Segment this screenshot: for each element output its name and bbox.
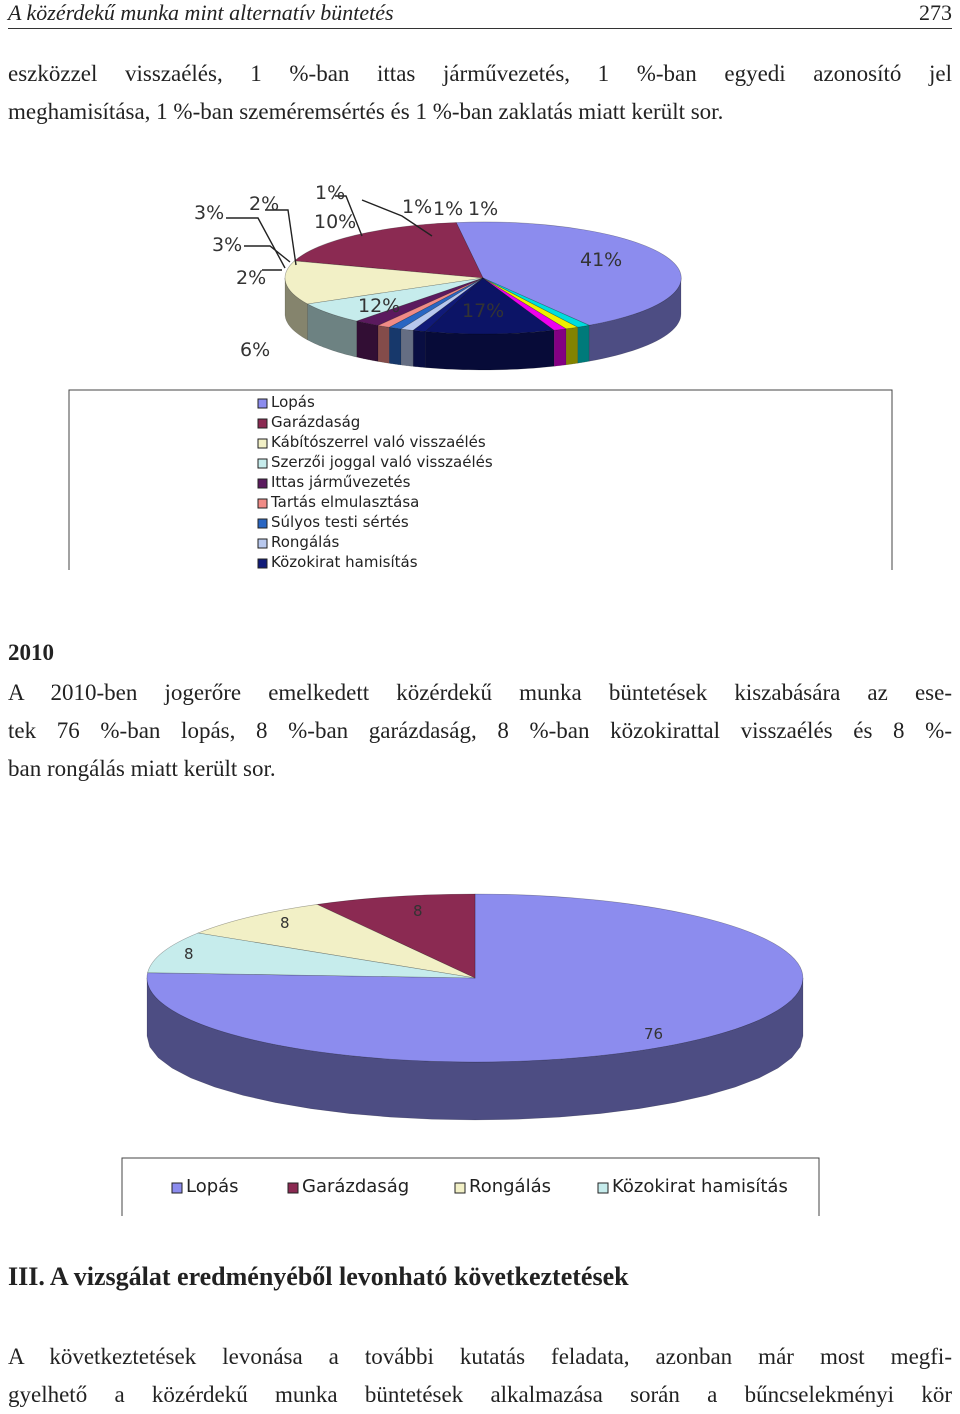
chart1-legend-swatch bbox=[258, 539, 267, 548]
section-heading: III. A vizsgálat eredményéből levonható következtetések bbox=[8, 1262, 629, 1291]
text-line: A 2010-ben jogerőre emelkedett közérdekű munka büntetések kiszabására az ese- bbox=[8, 680, 952, 705]
chart1-leader-line bbox=[244, 246, 290, 262]
chart1-data-label: 12% bbox=[358, 295, 401, 317]
chart1-legend-entry: Ittas járművezetés bbox=[271, 473, 411, 491]
chart1-legend-entry: Tartás elmulasztása bbox=[271, 493, 420, 511]
chart1-slice-side bbox=[401, 329, 413, 366]
text-line: ban rongálás miatt került sor. bbox=[8, 756, 276, 781]
text-line: A következtetések levonása a további kutatás feladata, azonban már most megfi- bbox=[8, 1344, 952, 1369]
chart1-legend-swatch bbox=[258, 399, 267, 408]
chart1-data-label: 1% bbox=[433, 198, 464, 220]
chart1-slice-side bbox=[357, 321, 378, 361]
chart1-slice-side bbox=[389, 327, 401, 365]
chart1-slice-side bbox=[566, 327, 578, 365]
chart1-legend bbox=[69, 390, 892, 571]
chart1-legend-entry: Közokirat hamisítás bbox=[271, 553, 418, 571]
running-header-title: A közérdekű munka mint alternatív büntetés bbox=[8, 0, 394, 25]
chart1-slice-side bbox=[426, 330, 554, 370]
chart1-legend-frame bbox=[69, 390, 892, 570]
chart2-legend-swatch bbox=[288, 1183, 298, 1193]
chart2-data-label: 8 bbox=[184, 945, 194, 963]
chart1-leader-line bbox=[265, 210, 296, 265]
text-line: gyelhető a közérdekű munka büntetések alkalmazása során a bűncselekményi kör bbox=[8, 1382, 952, 1407]
pie-chart-2010 bbox=[147, 894, 803, 1120]
chart2-data-label: 8 bbox=[413, 902, 423, 920]
chart1-data-label: 2% bbox=[236, 267, 267, 289]
chart1-data-label: 1% bbox=[315, 182, 346, 204]
chart1-data-label: 41% bbox=[580, 249, 623, 271]
chart2-legend-swatch bbox=[598, 1183, 608, 1193]
year-heading: 2010 bbox=[8, 640, 54, 665]
text-line: meghamisítása, 1 %-ban szeméremsértés és 1 %-ban zaklatás miatt került sor. bbox=[8, 99, 724, 124]
chart1-data-label: 1% bbox=[402, 196, 433, 218]
chart1-slice-side bbox=[378, 326, 389, 364]
pie-chart-offense-distribution bbox=[194, 182, 681, 370]
text-line: tek 76 %-ban lopás, 8 %-ban garázdaság, 8 %-ban közokirattal visszaélés és 8 %- bbox=[8, 718, 952, 743]
chart2-data-label: 76 bbox=[644, 1025, 664, 1043]
chart2-legend-entry: Rongálás bbox=[469, 1176, 551, 1197]
chart1-legend-entry: Garázdaság bbox=[271, 413, 361, 431]
chart1-data-label: 10% bbox=[314, 211, 357, 233]
chart1-legend-swatch bbox=[258, 419, 267, 428]
chart1-data-label: 17% bbox=[462, 300, 505, 322]
chart1-legend-entry: Súlyos testi sértés bbox=[271, 513, 409, 531]
chart1-slice-side bbox=[578, 325, 589, 363]
chart1-legend-swatch bbox=[258, 479, 267, 488]
chart1-legend-swatch bbox=[258, 459, 267, 468]
chart1-legend-swatch bbox=[258, 559, 267, 568]
chart1-legend-entry: Rongálás bbox=[271, 533, 340, 551]
chart1-legend-entry: Lopás bbox=[271, 393, 315, 411]
text-line: eszközzel visszaélés, 1 %-ban ittas járművezetés, 1 %-ban egyedi azonosító jel bbox=[8, 61, 952, 86]
chart1-slice-side bbox=[554, 329, 566, 367]
chart2-legend-entry: Lopás bbox=[186, 1176, 239, 1197]
chart1-data-label: 3% bbox=[212, 234, 243, 256]
chart1-legend-entry: Kábítószerrel való visszaélés bbox=[271, 433, 486, 451]
chart2-legend-entry: Közokirat hamisítás bbox=[612, 1176, 788, 1197]
chart1-legend-swatch bbox=[258, 499, 267, 508]
chart1-data-label: 2% bbox=[249, 193, 280, 215]
chart2-data-label: 8 bbox=[280, 914, 290, 932]
chart2-legend-swatch bbox=[172, 1183, 182, 1193]
chart1-legend-swatch bbox=[258, 439, 267, 448]
chart1-data-label: 1% bbox=[468, 198, 499, 220]
chart1-data-label: 6% bbox=[240, 339, 271, 361]
page-number: 273 bbox=[919, 0, 952, 25]
chart1-data-label: 3% bbox=[194, 202, 225, 224]
chart1-legend-entry: Szerzői joggal való visszaélés bbox=[271, 453, 493, 471]
chart1-legend-swatch bbox=[258, 519, 267, 528]
chart2-legend-entry: Garázdaság bbox=[302, 1176, 410, 1197]
chart2-legend bbox=[122, 1158, 819, 1216]
chart1-slice-side bbox=[413, 330, 425, 367]
chart2-legend-swatch bbox=[455, 1183, 465, 1193]
